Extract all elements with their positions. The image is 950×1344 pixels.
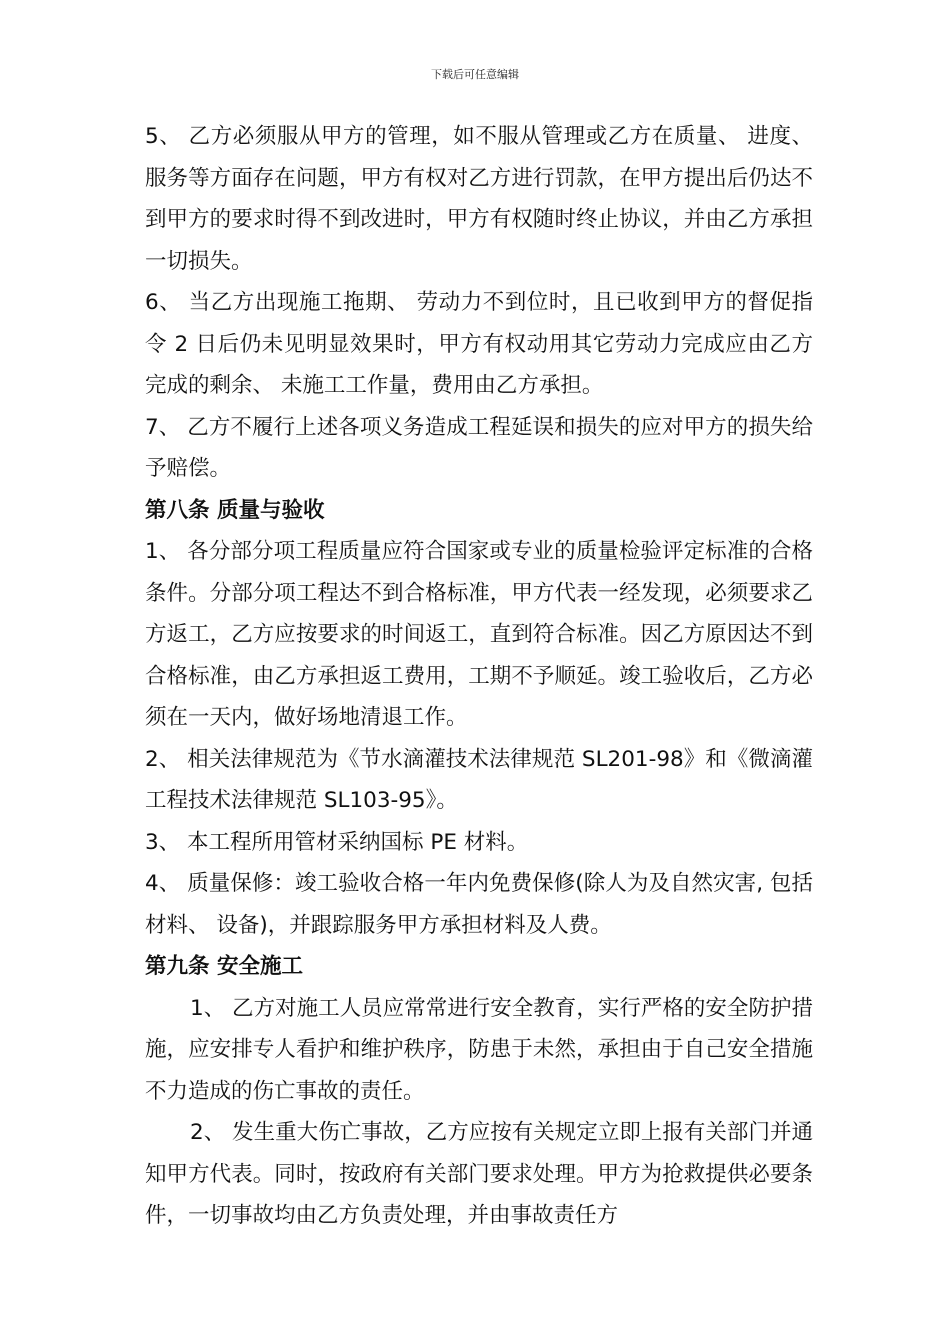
section-heading-article-9: 第九条 安全施工 [145, 954, 303, 979]
quality-paragraph-3: 3、 本工程所用管材采纳国标 PE 材料。 [145, 829, 529, 855]
safety-paragraph-1: 1、 乙方对施工人员应常常进行安全教育，实行严格的安全防护措施，应安排专人看护和维护秩序，防患于未然，承担由于自己安全措施不力造成的伤亡事故的责任。 [145, 995, 813, 1104]
quality-paragraph-1: 1、 各分部分项工程质量应符合国家或专业的质量检验评定标准的合格条件。分部分项工程达不到合格标准，甲方代表一经发现，必须要求乙方返工，乙方应按要求的时间返工，直到符合标准。因乙方原因达不到合格标准，由乙方承担返工费用，工期不予顺延。竣工验收后，乙方必须在一天内，做好场地清退工作。 [145, 539, 813, 730]
quality-paragraph-2: 2、 相关法律规范为《节水滴灌技术法律规范 SL201-98》和《微滴灌工程技术法律规范 SL103-95》。 [145, 746, 813, 813]
clause-paragraph-6: 6、 当乙方出现施工拖期、 劳动力不到位时，且已收到甲方的督促指令 2 日后仍未见明显效果时，甲方有权动用其它劳动力完成应由乙方完成的剩余、 未施工工作量，费用由乙方承担。 [145, 290, 813, 398]
safety-paragraph-2: 2、 发生重大伤亡事故，乙方应按有关规定立即上报有关部门并通知甲方代表。同时，按政府有关部门要求处理。甲方为抢救提供必要条件，一切事故均由乙方负责处理，并由事故责任方 [145, 1120, 813, 1228]
document-body [145, 116, 813, 1237]
page-header-note: 下载后可任意编辑 [431, 68, 519, 81]
clause-paragraph-7: 7、 乙方不履行上述各项义务造成工程延误和损失的应对甲方的损失给予赔偿。 [145, 414, 813, 481]
clause-paragraph-5: 5、 乙方必须服从甲方的管理，如不服从管理或乙方在质量、 进度、 服务等方面存在问题，甲方有权对乙方进行罚款，在甲方提出后仍达不到甲方的要求时得不到改进时，甲方有权随时终止协议，并由乙方承担一切损失。 [145, 124, 813, 274]
quality-paragraph-4: 4、 质量保修：竣工验收合格一年内免费保修(除人为及自然灾害, 包括材料、 设备)，并跟踪服务甲方承担材料及人费。 [145, 871, 813, 938]
section-heading-article-8: 第八条 质量与验收 [145, 497, 325, 523]
